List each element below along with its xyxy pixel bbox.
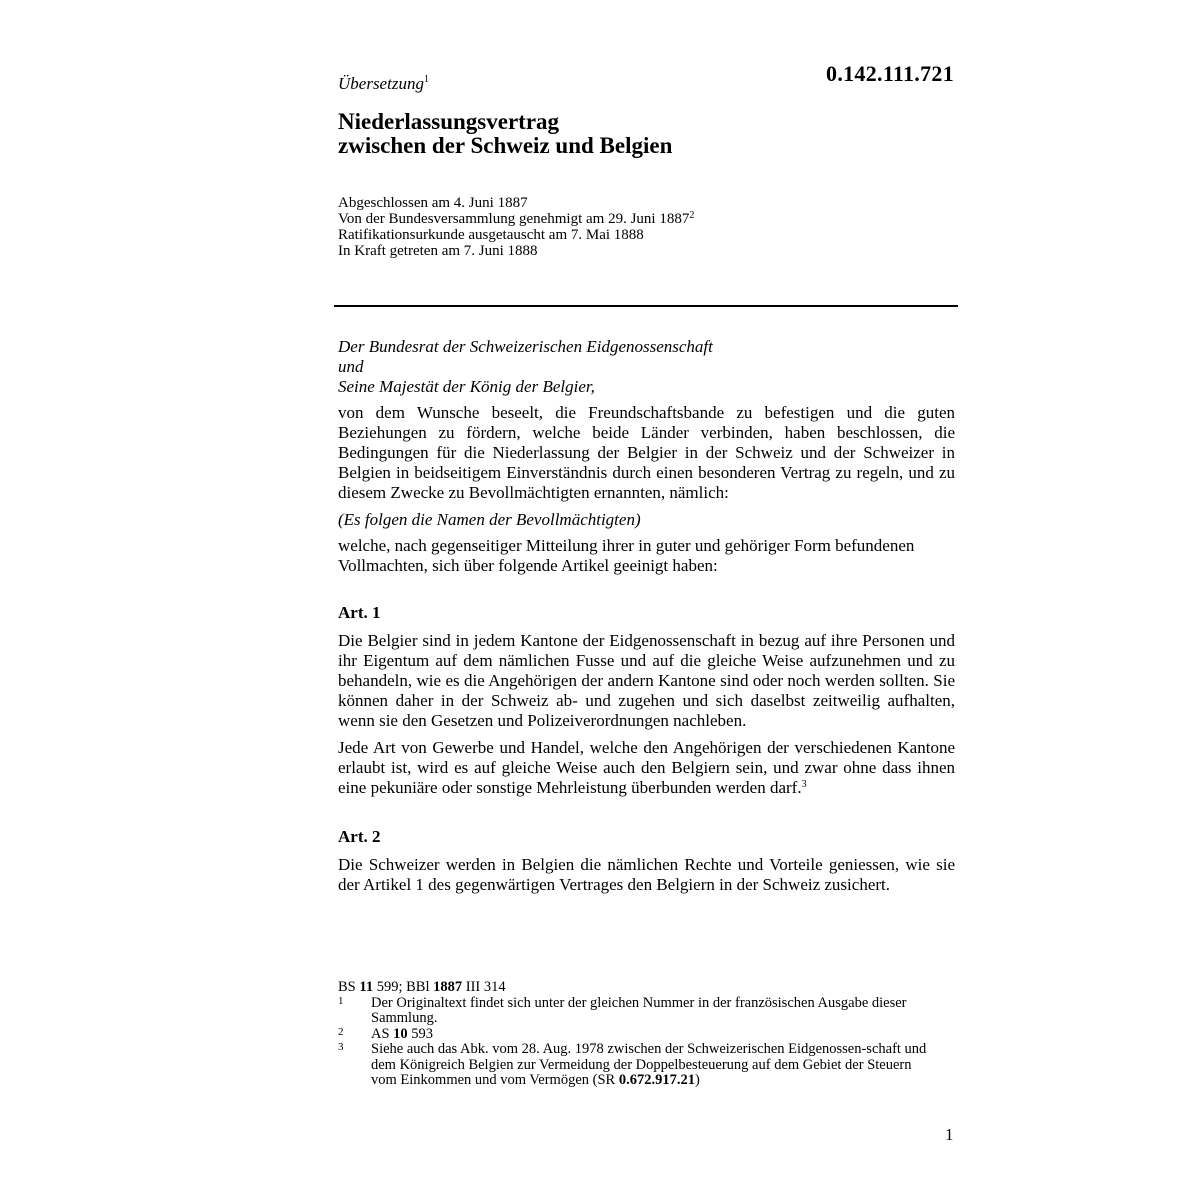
as-volume: 10 <box>393 1025 408 1042</box>
sr-number: 0.142.111.721 <box>826 61 954 86</box>
footnote-text: Der Originaltext findet sich unter der gleichen Nummer in der französischen Ausgabe dieser Sammlung. <box>371 994 907 1026</box>
plenipotentiaries-note: (Es folgen die Namen der Bevollmächtigten) <box>338 510 641 529</box>
bbl-year: 1887 <box>433 979 463 995</box>
footnote-text <box>371 1042 938 1089</box>
meta-ratified: Ratifikationsurkunde ausgetauscht am 7. Mai 1888 <box>338 227 644 243</box>
article-1-paragraph-2 <box>338 738 955 798</box>
as-prefix: AS <box>371 1025 390 1042</box>
preamble-party-1: Der Bundesrat der Schweizerischen Eidgenossenschaft <box>338 337 713 356</box>
source-reference <box>338 980 938 996</box>
sr-reference: 0.672.917.21 <box>618 1072 695 1088</box>
document-title <box>338 110 672 158</box>
meta-approved-text: Von der Bundesversammlung genehmigt am 29. Juni 1887 <box>338 211 690 227</box>
article-1-paragraph-2-text: Jede Art von Gewerbe und Handel, welche den Angehörigen der verschiedenen Kantone erlaubt ist, wird es auf gleiche Weise auch den Belgiern sein, und zwar ohne dass ihnen eine pekuniäre oder sonstige Mehrleistung überbunden werden darf. <box>338 738 955 797</box>
meta-concluded: Abgeschlossen am 4. Juni 1887 <box>338 195 528 211</box>
footnote-3-close: ) <box>694 1072 700 1088</box>
bbl-rest: III 314 <box>465 979 506 995</box>
preamble-paragraph-1: von dem Wunsche beseelt, die Freundschaftsbande zu befestigen und die guten Beziehungen zu fördern, welche beide Länder verbinden, haben beschlossen, die Bedingungen für die Niederlassung der Belgier in der Schweiz und der Schweizer in Belgien in beidseitigem Einverständnis durch einen besonderen Vertrag zu regeln, und zu diesem Zwecke zu Bevollmächtigten ernannten, nämlich: <box>338 403 955 502</box>
footnote-number: 1 <box>338 994 344 1007</box>
title-line-1: Niederlassungsvertrag <box>338 109 560 134</box>
treaty-metadata <box>338 195 694 259</box>
footnotes <box>338 980 938 1089</box>
article-1-heading: Art. 1 <box>338 603 381 622</box>
header-divider <box>334 305 958 307</box>
footnote-1 <box>338 996 938 1027</box>
meta-approved <box>338 211 694 227</box>
footnote-ref-2: 2 <box>689 210 695 221</box>
footnote-ref-1: 1 <box>423 74 429 85</box>
as-page: 593 <box>411 1025 434 1042</box>
footnote-text <box>371 1027 938 1043</box>
footnote-3-text: Siehe auch das Abk. vom 28. Aug. 1978 zwischen der Schweizerischen Eidgenossen-schaft und dem Königreich Belgien zur Vermeidung der Doppelbesteuerung auf dem Gebiet der Steuern vom Einkommen und vom Vermögen (SR <box>371 1041 927 1088</box>
page-number: 1 <box>945 1125 954 1144</box>
footnote-number: 3 <box>338 1041 344 1053</box>
bbl-prefix: BBl <box>406 979 430 995</box>
preamble-and: und <box>338 357 364 376</box>
footnote-3 <box>338 1042 938 1089</box>
article-2-heading: Art. 2 <box>338 827 381 846</box>
preamble-party-2: Seine Majestät der König der Belgier, <box>338 377 595 396</box>
footnote-ref-3: 3 <box>801 779 807 790</box>
article-1-paragraph-1: Die Belgier sind in jedem Kantone der Eidgenossenschaft in bezug auf ihre Personen und ihr Eigentum auf dem nämlichen Fusse und auf die gleiche Weise aufzunehmen und zu behandeln, wie es die Angehörigen der andern Kantone sind oder noch werden sollten. Sie können daher in der Schweiz ab- und zugehen und sich daselbst zeitweilig aufhalten, wenn sie den Gesetzen und Polizeiverordnungen nachleben. <box>338 631 955 730</box>
bs-volume: 11 <box>359 979 374 995</box>
article-2-paragraph-1: Die Schweizer werden in Belgien die nämlichen Rechte und Vorteile geniessen, wie sie der Artikel 1 des gegenwärtigen Vertrages den Belgiern in der Schweiz zusichert. <box>338 855 955 894</box>
footnote-2 <box>338 1027 938 1043</box>
preamble-paragraph-2: welche, nach gegenseitiger Mitteilung ihrer in guter und gehöriger Form befundenen Vollmachten, sich über folgende Artikel geeinigt haben: <box>338 536 915 575</box>
bs-page: 599; <box>376 979 403 995</box>
translation-label-text: Übersetzung <box>338 74 424 93</box>
treaty-body <box>338 337 955 895</box>
footnote-number: 2 <box>338 1025 344 1038</box>
title-line-2: zwischen der Schweiz und Belgien <box>338 133 673 158</box>
meta-in-force: In Kraft getreten am 7. Juni 1888 <box>338 243 538 259</box>
translation-label <box>338 74 429 94</box>
bs-prefix: BS <box>338 979 356 995</box>
